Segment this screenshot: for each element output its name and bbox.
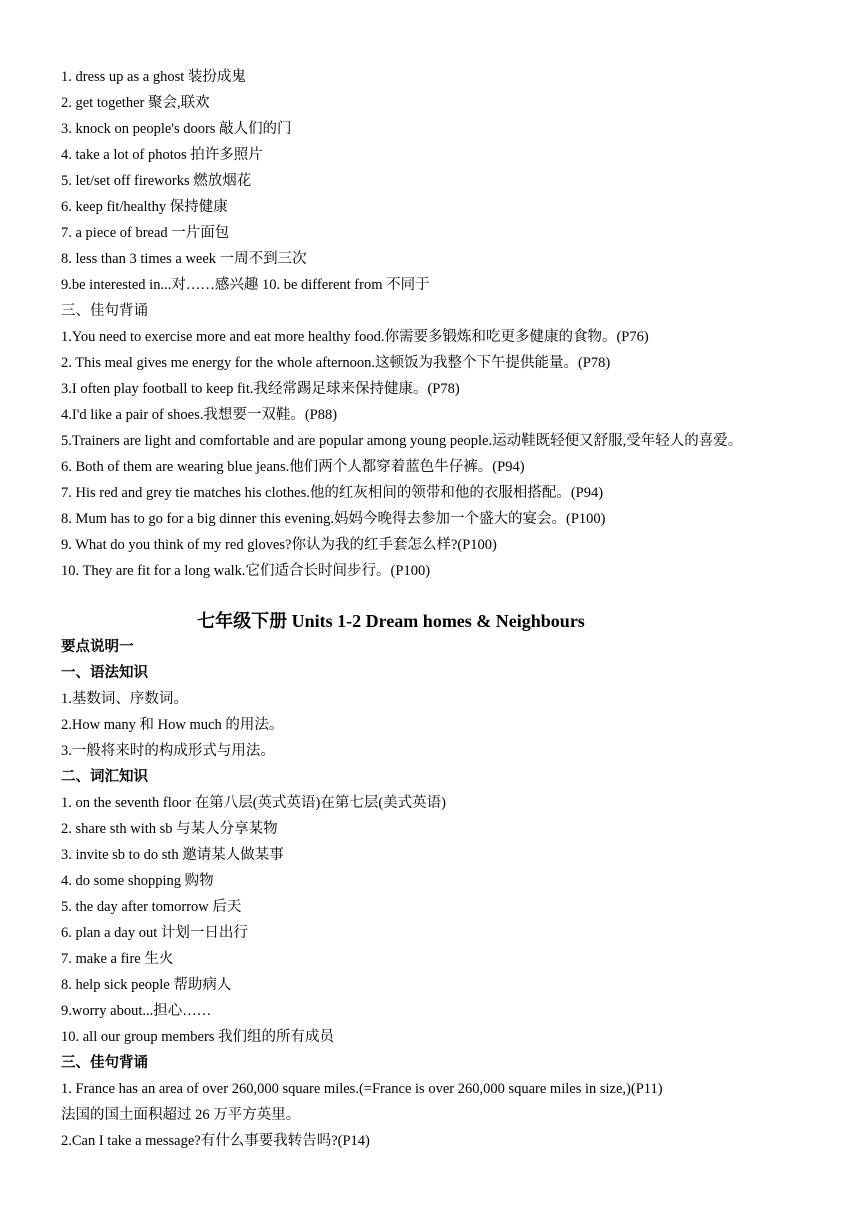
list-item: 3.I often play football to keep fit.我经常踢足球来保持健康。(P78)	[61, 381, 460, 397]
sentences-heading-a: 三、佳句背诵	[61, 303, 148, 319]
sentences-heading-b: 三、佳句背诵	[61, 1055, 148, 1071]
list-item: 9.worry about...担心……	[61, 1003, 212, 1019]
list-item: 6. plan a day out 计划一日出行	[61, 925, 248, 941]
list-item: 2. get together 聚会,联欢	[61, 95, 210, 111]
list-item: 4. do some shopping 购物	[61, 873, 214, 889]
list-item: 7. make a fire 生火	[61, 951, 174, 967]
list-item: 4.I'd like a pair of shoes.我想要一双鞋。(P88)	[61, 407, 338, 423]
list-item: 2. This meal gives me energy for the whole afternoon.这顿饭为我整个下午提供能量。(P78)	[61, 355, 611, 371]
list-item: 1. France has an area of over 260,000 square miles.(=France is over 260,000 square miles in size,)(P11)	[61, 1081, 663, 1097]
list-item: 1.基数词、序数词。	[61, 691, 188, 707]
unit-title: 七年级下册 Units 1-2 Dream homes & Neighbours	[197, 611, 585, 631]
list-item: 6. Both of them are wearing blue jeans.他们两个人都穿着蓝色牛仔裤。(P94)	[61, 459, 525, 475]
list-item: 8. help sick people 帮助病人	[61, 977, 232, 993]
list-item: 2.How many 和 How much 的用法。	[61, 717, 284, 733]
list-item: 3. invite sb to do sth 邀请某人做某事	[61, 847, 284, 863]
list-item: 2.Can I take a message?有什么事要我转告吗?(P14)	[61, 1133, 370, 1149]
vocab-list-b	[61, 790, 851, 1050]
list-item: 9.be interested in...对……感兴趣 10. be different from 不同于	[61, 277, 430, 293]
list-item: 1. dress up as a ghost 装扮成鬼	[61, 69, 246, 85]
list-item: 3. knock on people's doors 敲人们的门	[61, 121, 292, 137]
list-item: 5. the day after tomorrow 后天	[61, 899, 242, 915]
sentence-list-b	[61, 1076, 851, 1154]
list-item: 1. on the seventh floor 在第八层(英式英语)在第七层(美式英语)	[61, 795, 447, 811]
list-item: 9. What do you think of my red gloves?你认为我的红手套怎么样?(P100)	[61, 537, 497, 553]
list-item: 8. Mum has to go for a big dinner this evening.妈妈今晚得去参加一个盛大的宴会。(P100)	[61, 511, 606, 527]
list-item: 10. all our group members 我们组的所有成员	[61, 1029, 335, 1045]
list-item: 6. keep fit/healthy 保持健康	[61, 199, 228, 215]
list-item: 1.You need to exercise more and eat more healthy food.你需要多锻炼和吃更多健康的食物。(P76)	[61, 329, 649, 345]
list-item: 10. They are fit for a long walk.它们适合长时间步行。(P100)	[61, 563, 431, 579]
list-item: 5. let/set off fireworks 燃放烟花	[61, 173, 252, 189]
list-item: 2. share sth with sb 与某人分享某物	[61, 821, 278, 837]
vocab-heading: 二、词汇知识	[61, 769, 148, 785]
list-item: 7. a piece of bread 一片面包	[61, 225, 230, 241]
document-page	[61, 64, 851, 1154]
vocab-list-a	[61, 64, 851, 298]
list-item: 8. less than 3 times a week 一周不到三次	[61, 251, 307, 267]
grammar-list	[61, 686, 851, 764]
key-points-heading: 要点说明一	[61, 639, 134, 655]
list-item: 5.Trainers are light and comfortable and are popular among young people.运动鞋既轻便又舒服,受年轻人的喜爱。	[61, 433, 743, 449]
sentence-list-a	[61, 324, 851, 584]
list-item: 3.一般将来时的构成形式与用法。	[61, 743, 275, 759]
list-item: 4. take a lot of photos 拍许多照片	[61, 147, 263, 163]
grammar-heading: 一、语法知识	[61, 665, 148, 681]
list-item: 7. His red and grey tie matches his clothes.他的红灰相间的领带和他的衣服相搭配。(P94)	[61, 485, 604, 501]
list-item: 法国的国土面积超过 26 万平方英里。	[61, 1107, 301, 1123]
